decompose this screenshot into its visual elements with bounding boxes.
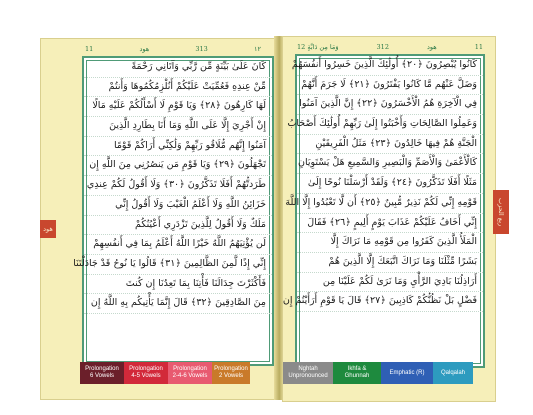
legend-label: Prolongation — [85, 366, 119, 372]
right-juz-number: 11 — [474, 43, 483, 51]
verse-line: فَأَكْثَرْتَ جِدَالَنَا فَأْتِنَا بِمَا تَعِدُنَا إِن كُنتَ — [84, 275, 272, 295]
legend-sublabel: 6 Vowels — [89, 373, 114, 379]
left-text-frame — [73, 56, 274, 366]
verse-line: قَوْمِهِ إِنِّي لَكُمْ نَذِيرٌ مُّبِينٌ ﴿٢٥﴾ أَن لَّا تَعْبُدُوا إِلَّا اللَّهَ — [297, 194, 483, 214]
left-page-number: 313 — [195, 45, 208, 53]
legend-sublabel: Ghunnah — [344, 373, 370, 379]
left-juz-title: ١٢ — [254, 45, 261, 53]
verse-line: فِي الْآخِرَةِ هُمُ الْأَخْسَرُونَ ﴿٢٢﴾ إِنَّ الَّذِينَ آمَنُوا — [297, 95, 483, 115]
legend-item — [333, 362, 381, 384]
verse-line: الْجَنَّةِ هُمْ فِيهَا خَالِدُونَ ﴿٢٣﴾ مَثَلُ الْفَرِيقَيْنِ — [297, 135, 483, 155]
verse-line: كَانَ عَلَىٰ بَيِّنَةٍ مِّن رَّبِّي وَآتَانِي رَحْمَةً — [84, 58, 272, 78]
verse-line: مَثَلًا أَفَلَا تَذَكَّرُونَ ﴿٢٤﴾ وَلَقَدْ أَرْسَلْنَا نُوحًا إِلَىٰ — [297, 174, 483, 194]
legend-sublabel: Unpronounced — [288, 373, 328, 379]
right-page-header — [297, 41, 483, 53]
right-surah-name: هود — [427, 43, 437, 51]
legend-item — [381, 362, 433, 384]
verse-line: بَشَرًا مِّثْلَنَا وَمَا نَرَاكَ اتَّبَعَكَ إِلَّا الَّذِينَ هُمْ — [297, 253, 483, 273]
right-page — [282, 36, 496, 402]
legend-item — [80, 362, 124, 384]
verse-line: كَالْأَعْمَىٰ وَالْأَصَمِّ وَالْبَصِيرِ وَالسَّمِيعِ هَلْ يَسْتَوِيَانِ — [297, 154, 483, 174]
left-page — [40, 38, 279, 400]
verse-line: فَضْلٍ بَلْ نَظُنُّكُمْ كَاذِبِينَ ﴿٢٧﴾ قَالَ يَا قَوْمِ أَرَأَيْتُمْ إِن — [297, 292, 483, 312]
left-surah-name: هود — [139, 45, 150, 53]
legend-item — [212, 362, 250, 384]
right-text-frame — [282, 54, 485, 368]
verse-line: الْمَلَأُ الَّذِينَ كَفَرُوا مِن قَوْمِهِ مَا نَرَاكَ إِلَّا — [297, 233, 483, 253]
verse-line: إِنِّي إِذًا لَّمِنَ الظَّالِمِينَ ﴿٣١﴾ قَالُوا يَا نُوحُ قَدْ جَادَلْتَنَا — [84, 255, 272, 275]
verse-line: مِّنْ عِندِهِ فَعُمِّيَتْ عَلَيْكُمْ أَنُلْزِمُكُمُوهَا وَأَنتُمْ — [84, 78, 272, 98]
legend-sublabel: 4-5 Vowels — [131, 373, 161, 379]
right-tajweed-legend — [283, 362, 473, 384]
left-juz-number: 11 — [85, 45, 94, 53]
legend-label: Prolongation — [173, 366, 207, 372]
left-tajweed-legend — [80, 362, 250, 384]
legend-sublabel: 2 Vowels — [218, 373, 243, 379]
right-hizb-tab-label: ربع الحزب — [497, 197, 505, 227]
right-hizb-tab — [493, 190, 509, 234]
verse-line: مِنَ الصَّادِقِينَ ﴿٣٢﴾ قَالَ إِنَّمَا يَأْتِيكُم بِهِ اللَّهُ إِن — [84, 294, 272, 314]
verse-line: كَانُوا يُبْصِرُونَ ﴿٢٠﴾ أُولَٰئِكَ الَّذِينَ خَسِرُوا أَنفُسَهُمْ — [297, 56, 483, 76]
verse-line: تَجْهَلُونَ ﴿٢٩﴾ وَيَا قَوْمِ مَن يَنصُرُنِي مِنَ اللَّهِ إِن — [84, 156, 272, 176]
legend-label: Emphatic (R) — [389, 369, 425, 376]
verse-line: أَرَاذِلُنَا بَادِيَ الرَّأْيِ وَمَا نَرَىٰ لَكُمْ عَلَيْنَا مِن — [297, 273, 483, 293]
left-surah-tab: هود — [40, 220, 56, 238]
verse-line: وَعَمِلُوا الصَّالِحَاتِ وَأَخْبَتُوا إِلَىٰ رَبِّهِمْ أُولَٰئِكَ أَصْحَابُ — [297, 115, 483, 135]
legend-label: Prolongation — [129, 366, 163, 372]
legend-item — [168, 362, 212, 384]
right-page-number: 312 — [376, 43, 389, 51]
verse-line: خَزَائِنُ اللَّهِ وَلَا أَعْلَمُ الْغَيْبَ وَلَا أَقُولُ إِنِّي — [84, 196, 272, 216]
legend-item — [283, 362, 333, 384]
verse-line: مَلَكٌ وَلَا أَقُولُ لِلَّذِينَ تَزْدَرِي أَعْيُنُكُمْ — [84, 216, 272, 236]
legend-item — [124, 362, 168, 384]
legend-label: Prolongation — [214, 366, 248, 372]
legend-label: Qalqalah — [440, 369, 466, 376]
legend-label: Ikhfa & — [347, 366, 367, 372]
verse-line: إِنْ أَجْرِيَ إِلَّا عَلَى اللَّهِ وَمَا أَنَا بِطَارِدِ الَّذِينَ — [84, 117, 272, 137]
legend-item — [433, 362, 473, 384]
right-juz-title: 12 وَمَا مِن دَابَّةٍ — [297, 43, 339, 51]
verse-line: لَن يُؤْتِيَهُمُ اللَّهُ خَيْرًا اللَّهُ أَعْلَمُ بِمَا فِي أَنفُسِهِمْ — [84, 235, 272, 255]
verse-line: لَهَا كَارِهُونَ ﴿٢٨﴾ وَيَا قَوْمِ لَا أَسْأَلُكُمْ عَلَيْهِ مَالًا — [84, 97, 272, 117]
legend-sublabel: 2-4-6 Vowels — [172, 373, 208, 379]
verse-line: آمَنُوا إِنَّهُم مُّلَاقُو رَبِّهِمْ وَلَٰكِنِّي أَرَاكُمْ قَوْمًا — [84, 137, 272, 157]
left-page-header — [85, 43, 261, 55]
verse-line: إِنِّي أَخَافُ عَلَيْكُمْ عَذَابَ يَوْمٍ أَلِيمٍ ﴿٢٦﴾ فَقَالَ — [297, 214, 483, 234]
verse-line: وَضَلَّ عَنْهُم مَّا كَانُوا يَفْتَرُونَ ﴿٢١﴾ لَا جَرَمَ أَنَّهُمْ — [297, 76, 483, 96]
legend-label: Nghtah — [298, 366, 318, 372]
verse-line: طَرَدتُّهُمْ أَفَلَا تَذَكَّرُونَ ﴿٣٠﴾ وَلَا أَقُولُ لَكُمْ عِندِي — [84, 176, 272, 196]
